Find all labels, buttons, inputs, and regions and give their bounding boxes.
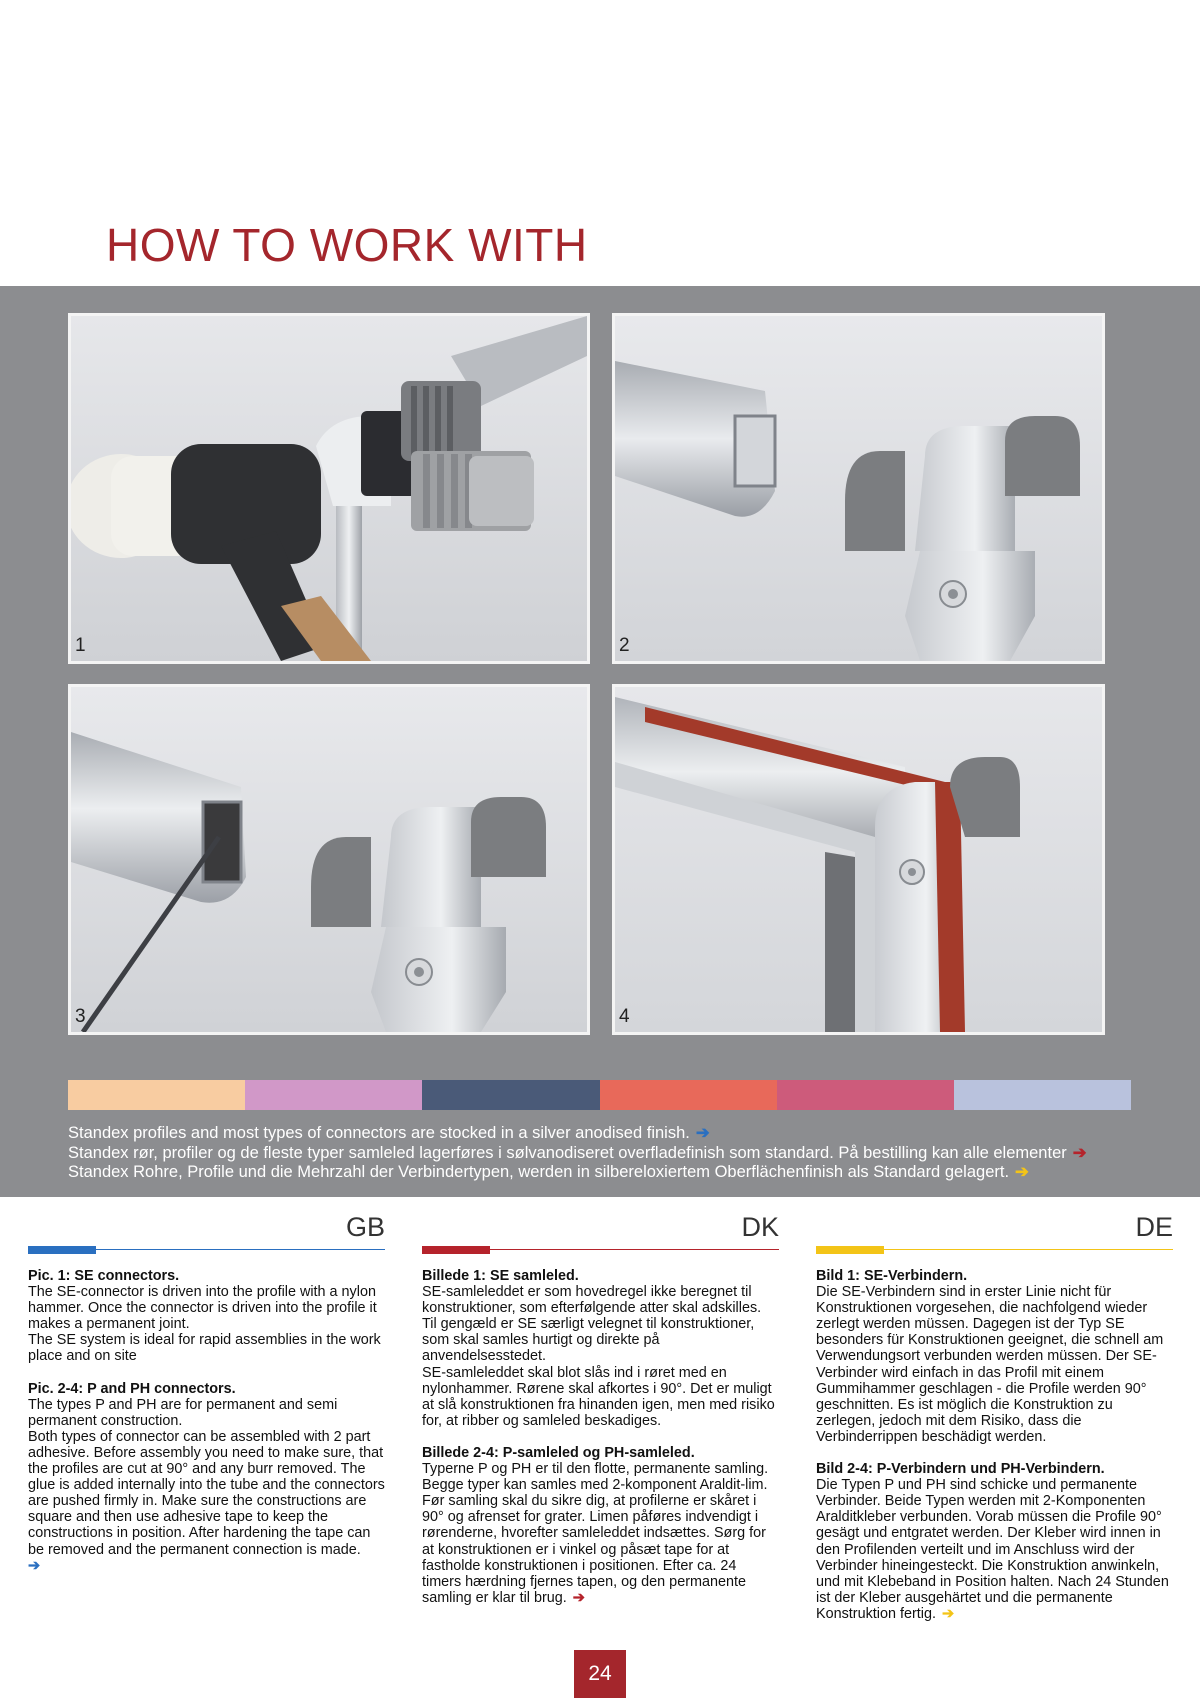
photo-4-number: 4 — [619, 1006, 630, 1027]
column-dk — [422, 1212, 779, 1622]
page-number: 24 — [574, 1650, 626, 1698]
photo-4 — [612, 684, 1105, 1035]
finish-notes — [68, 1124, 1178, 1183]
section-text: Die SE-Verbindern sind in erster Linie nicht für Konstruktionen vorgesehen, die nachfolgend wieder zerlegt werden müssen. Dagegen ist der Typ SE besonders für Konstruktionen geeignet, die schnell am Verwendungsort verbunden werden müssen. Der SE-Verbinder wird einfach in das Profil mit einem Gummihammer geschlagen - die Profile werden 90° geschnitten. Es ist möglich die Konstruktion zu zerlegen, jedoch mit dem Risiko, dass die Verbinderrippen beschädigt werden. — [816, 1284, 1164, 1445]
photo-2 — [612, 313, 1105, 664]
column-rule — [422, 1246, 779, 1254]
photo-3-illustration — [71, 687, 587, 1032]
section-heading: Pic. 1: SE connectors. — [28, 1268, 180, 1284]
page-title: HOW TO WORK WITH — [106, 219, 588, 271]
finish-line-dk-text: Standex rør, profiler og de fleste typer samleled lagerføres i sølvanodiseret overfladefinish som standard. På bestilling kan alle elementer — [68, 1143, 1067, 1162]
section-heading: Bild 2-4: P-Verbindern und PH-Verbindern. — [816, 1461, 1105, 1478]
photo-3-number: 3 — [75, 1006, 86, 1027]
section-p-ph-verbindern — [816, 1461, 1173, 1622]
section-heading: Pic. 2-4: P and PH connectors. — [28, 1380, 236, 1397]
section-text: The types P and PH are for permanent and semi permanent construction. Both types of connector can be assembled with 2 part adhesive. Before assembly you need to make sure, that the profiles are cut at 90° and any burr removed. The glue is added internally into the tube and the connectors are pushed firmly in. Make sure the constructions are square and then use adhesive tape to keep the constructions in position. After hardening the tape can be removed and the permanent connection is made. — [28, 1396, 385, 1558]
finish-line-de-text: Standex Rohre, Profile und die Mehrzahl der Verbindertypen, werden in silbereloxiertem Oberflächenfinish als Standard gelagert. — [68, 1163, 1010, 1181]
photo-3 — [68, 684, 590, 1035]
photo-1 — [68, 313, 590, 664]
photo-2-illustration — [615, 316, 1102, 661]
photo-4-illustration — [615, 687, 1102, 1032]
language-label-dk: DK — [741, 1212, 779, 1242]
swatch-3 — [422, 1080, 599, 1110]
finish-line-gb-text: Standex profiles and most types of connectors are stocked in a silver anodised finish. — [68, 1124, 690, 1142]
section-heading: Billede 1: SE samleled. — [422, 1268, 579, 1284]
finish-line-dk — [68, 1144, 1178, 1164]
swatch-2 — [245, 1080, 422, 1110]
column-rule — [28, 1246, 385, 1254]
swatch-4 — [600, 1080, 777, 1110]
section-text: Die Typen P und PH sind schicke und permanente Verbinder. Beide Typen werden mit 2-Komponenten Aralditkleber verbunden. Vorab müssen die Profile 90° gesägt und entgratet werden. Der Kleber wird innen in den Profilenden verteilt und im Anschluss wird der Verbinder hineingesteckt. Die Konstruktion anwinkeln, und mit Klebeband in Position halten. Nach 24 Stunden ist der Kleber ausgehärtet und die permanente Konstruktion fertig. — [816, 1477, 1169, 1622]
section-p-ph-connectors — [28, 1381, 385, 1574]
language-label-de: DE — [1135, 1212, 1173, 1242]
swatch-1 — [68, 1080, 245, 1110]
section-text: Typerne P og PH er til den flotte, permanente samling. Begge typer kan samles med 2-komponent Araldit-lim. Før samling skal du sikre dig, at profilerne er skåret i 90° og afrenset for grater. Limen påføres indvendigt i rørenderne, hvorefter samleleddet indsættes. Sørg for at konstruktionen er i vinkel og påsæt tape for at fastholde konstruktionen i positionen. Efter ca. 24 timers hærdning fjernes tapen, og den permanente samling er klar til brug. — [422, 1461, 769, 1606]
section-text: The SE-connector is driven into the profile with a nylon hammer. Once the connector is driven into the profile it makes a permanent joint. The SE system is ideal for rapid assemblies in the work place and on site — [28, 1284, 381, 1365]
photo-2-number: 2 — [619, 635, 630, 656]
arrow-right-icon[interactable]: ➔ — [1015, 1163, 1029, 1181]
arrow-right-icon[interactable]: ➔ — [941, 1605, 955, 1622]
arrow-right-icon[interactable]: ➔ — [695, 1124, 710, 1142]
column-gb — [28, 1212, 385, 1590]
section-text: SE-samleleddet er som hovedregel ikke beregnet til konstruktioner, som efterfølgende atter skal adskilles. Til gengæld er SE særligt velegnet til konstruktioner, som skal samles hurtigt og direkte på anvendelsesstedet. SE-samleleddet skal blot slås ind i røret med en nylonhammer. Rørene skal afkortes i 90°. Det er muligt at slå konstruktionen fra hinanden igen, men med risiko for, at ribber og samleled beskadiges. — [422, 1284, 775, 1429]
finish-line-de — [68, 1163, 1178, 1183]
arrow-right-icon[interactable]: ➔ — [572, 1589, 585, 1606]
section-p-ph-samleled — [422, 1445, 779, 1606]
section-se-connectors — [28, 1268, 385, 1365]
column-rule — [816, 1246, 1173, 1254]
finish-line-gb — [68, 1124, 1178, 1144]
section-heading: Bild 1: SE-Verbindern. — [816, 1268, 968, 1284]
arrow-right-icon[interactable]: ➔ — [28, 1557, 41, 1574]
finish-color-swatches — [68, 1080, 1131, 1110]
arrow-right-icon[interactable]: ➔ — [1072, 1143, 1087, 1162]
swatch-6 — [954, 1080, 1131, 1110]
column-de — [816, 1212, 1173, 1638]
language-label-gb: GB — [345, 1212, 385, 1242]
photo-1-number: 1 — [75, 635, 86, 656]
swatch-5 — [777, 1080, 954, 1110]
section-se-verbindern — [816, 1268, 1173, 1445]
photo-1-illustration — [71, 316, 587, 661]
section-se-samleled — [422, 1268, 779, 1429]
section-heading: Billede 2-4: P-samleled og PH-samleled. — [422, 1444, 695, 1461]
